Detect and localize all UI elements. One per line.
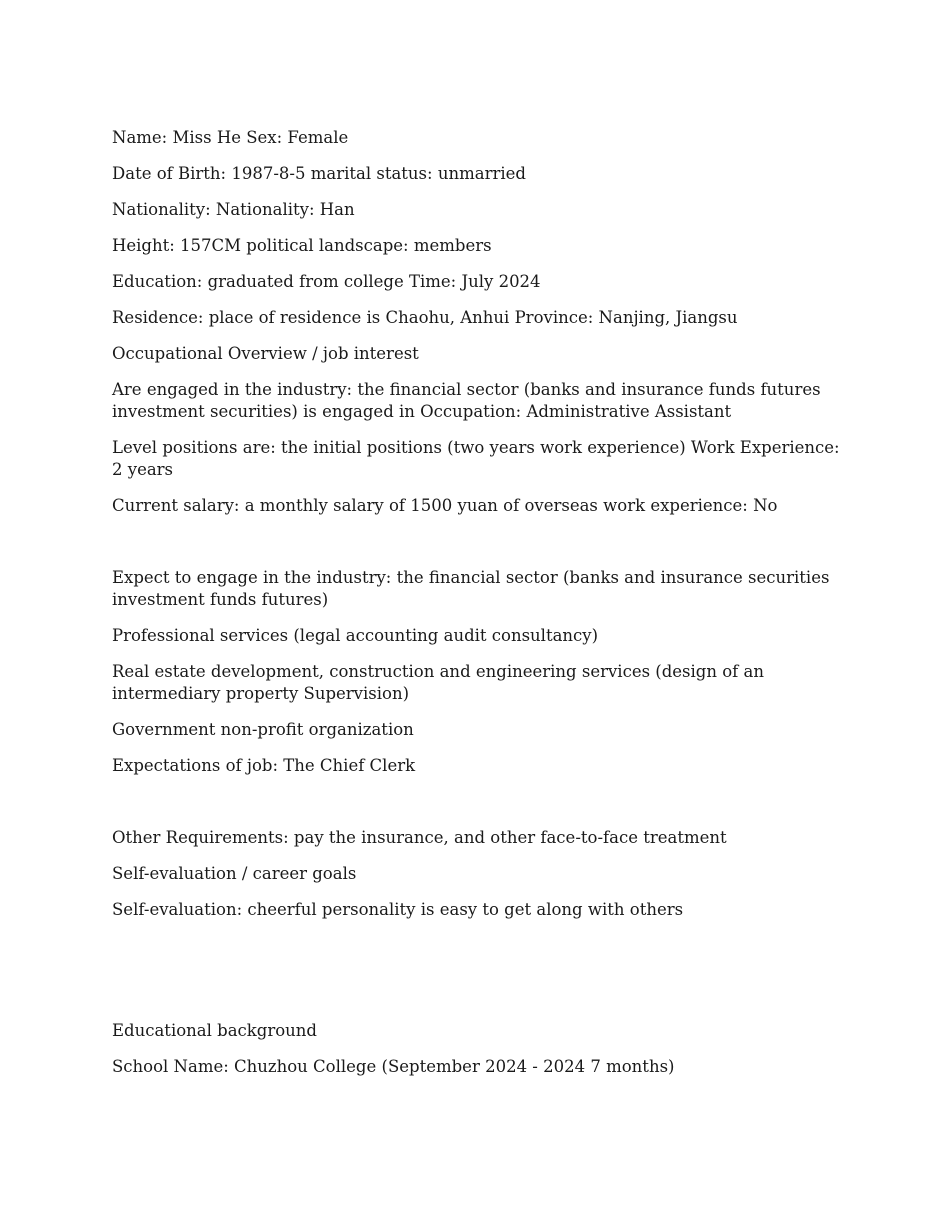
name-sex-line: Name: Miss He Sex: Female <box>112 128 349 147</box>
self-evaluation-heading: Self-evaluation / career goals <box>112 864 357 883</box>
level-experience-line: Level positions are: the initial positions (two years work experience) Work Experience: 2 years <box>112 438 840 479</box>
industry-occupation-line: Are engaged in the industry: the financial sector (banks and insurance funds futures investment securities) is engaged in Occupation: Administrative Assistant <box>112 380 821 421</box>
spacer <box>112 935 840 1006</box>
expected-job-line: Expectations of job: The Chief Clerk <box>112 756 416 775</box>
birth-marital-line: Date of Birth: 1987-8-5 marital status: unmarried <box>112 164 526 183</box>
spacer <box>112 791 840 813</box>
educational-background-heading: Educational background <box>112 1021 317 1040</box>
professional-services-line: Professional services (legal accounting audit consultancy) <box>112 626 599 645</box>
height-political-line: Height: 157CM political landscape: members <box>112 236 492 255</box>
salary-overseas-line: Current salary: a monthly salary of 1500 yuan of overseas work experience: No <box>112 496 778 515</box>
real-estate-line: Real estate development, construction and engineering services (design of an intermediary property Supervision) <box>112 662 764 703</box>
education-line: Education: graduated from college Time: July 2024 <box>112 272 541 291</box>
occupational-overview-heading: Occupational Overview / job interest <box>112 344 419 363</box>
residence-line: Residence: place of residence is Chaohu, Anhui Province: Nanjing, Jiangsu <box>112 308 738 327</box>
school-name-line: School Name: Chuzhou College (September 2024 - 2024 7 months) <box>112 1057 675 1076</box>
expected-industry-line: Expect to engage in the industry: the financial sector (banks and insurance securities investment funds futures) <box>112 568 830 609</box>
spacer <box>112 531 840 553</box>
government-line: Government non-profit organization <box>112 720 414 739</box>
self-evaluation-line: Self-evaluation: cheerful personality is easy to get along with others <box>112 900 684 919</box>
other-requirements-line: Other Requirements: pay the insurance, and other face-to-face treatment <box>112 828 727 847</box>
nationality-line: Nationality: Nationality: Han <box>112 200 355 219</box>
document-page <box>112 127 840 1092</box>
